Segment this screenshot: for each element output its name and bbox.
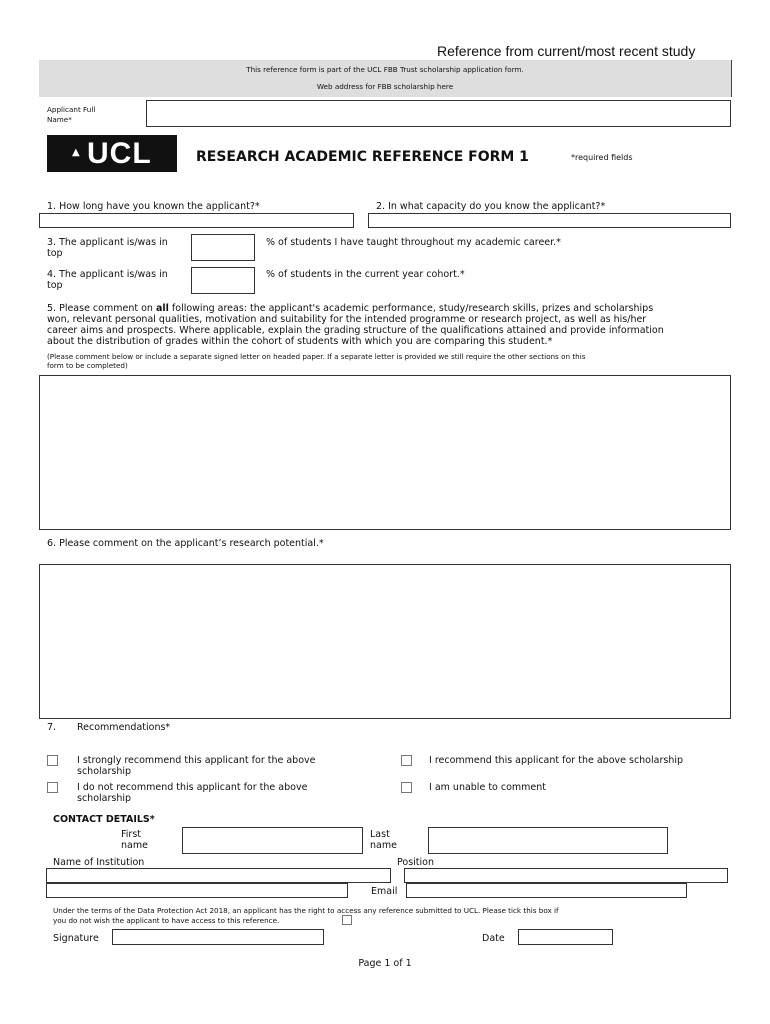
required-note: *required fields (571, 153, 633, 162)
q5-label: 5. Please comment on all following areas: the applicant's academic performance, study/research skills, prizes and scholarships won, relevant personal qualities, motivation and suitability for the intended programme or research project, as well as his/her career aims and prospects. Where applicable, explain the grading structure of the qualifications attained and provide information about the distribution of grades within the cohort of students with which you are comparing this student.* (47, 303, 664, 347)
q3-percent-field[interactable] (191, 234, 255, 261)
q7-number: 7. (47, 722, 57, 733)
q1-field[interactable] (39, 213, 354, 228)
q4-suffix: % of students in the current year cohort.* (266, 269, 465, 280)
applicant-name-label: Applicant Full Name* (47, 105, 96, 124)
q4-percent-field[interactable] (191, 267, 255, 294)
page-number: Page 1 of 1 (358, 958, 412, 969)
q2-label: 2. In what capacity do you know the applicant?* (376, 201, 606, 212)
banner-line-2: Web address for FBB scholarship here (316, 82, 454, 91)
unable-to-comment-checkbox[interactable] (401, 782, 412, 793)
contact-details-heading: CONTACT DETAILS* (53, 814, 155, 825)
q4-label: 4. The applicant is/was in top (47, 269, 168, 291)
institution-field-2[interactable] (46, 883, 348, 898)
strongly-recommend-label: I strongly recommend this applicant for the above scholarship (77, 755, 316, 777)
position-field[interactable] (404, 868, 728, 883)
strongly-recommend-checkbox[interactable] (47, 755, 58, 766)
recommend-checkbox[interactable] (401, 755, 412, 766)
recommend-label: I recommend this applicant for the above scholarship (429, 755, 684, 766)
institution-field[interactable] (46, 868, 391, 883)
position-label: Position (397, 857, 434, 868)
date-field[interactable] (518, 929, 613, 945)
signature-label: Signature (53, 933, 99, 944)
q5-comment-area[interactable] (39, 375, 731, 530)
portico-icon: ▲ (72, 147, 80, 158)
q3-suffix: % of students I have taught throughout my academic career.* (266, 237, 561, 248)
last-name-field[interactable] (428, 827, 668, 854)
page-title: Reference from current/most recent study (437, 43, 696, 59)
first-name-label: First name (121, 829, 148, 851)
q6-comment-area[interactable] (39, 564, 731, 719)
q2-field[interactable] (368, 213, 731, 228)
applicant-name-field[interactable] (146, 100, 731, 127)
ucl-logo: ▲ UCL (47, 135, 177, 172)
email-field[interactable] (406, 883, 687, 898)
banner-line-1: This reference form is part of the UCL FBB Trust scholarship application form. (246, 65, 524, 74)
not-recommend-label: I do not recommend this applicant for the above scholarship (77, 782, 308, 804)
institution-label: Name of Institution (53, 857, 145, 868)
email-label: Email (371, 886, 398, 897)
q7-label: Recommendations* (77, 722, 171, 733)
dpa-notice: Under the terms of the Data Protection Act 2018, an applicant has the right to access any reference submitted to UCL. Please tick this box if you do not wish the applicant to have access to this reference. (53, 906, 559, 925)
first-name-field[interactable] (182, 827, 363, 854)
q6-label: 6. Please comment on the applicant’s research potential.* (47, 538, 324, 549)
dpa-checkbox[interactable] (342, 915, 352, 925)
signature-field[interactable] (112, 929, 324, 945)
form-title: RESEARCH ACADEMIC REFERENCE FORM 1 (196, 149, 529, 165)
q3-label: 3. The applicant is/was in top (47, 237, 168, 259)
last-name-label: Last name (370, 829, 397, 851)
date-label: Date (482, 933, 505, 944)
q5-note: (Please comment below or include a separate signed letter on headed paper. If a separate letter is provided we still require the other sections on this form to be completed) (47, 352, 586, 370)
q1-label: 1. How long have you known the applicant?* (47, 201, 260, 212)
unable-to-comment-label: I am unable to comment (429, 782, 547, 793)
not-recommend-checkbox[interactable] (47, 782, 58, 793)
